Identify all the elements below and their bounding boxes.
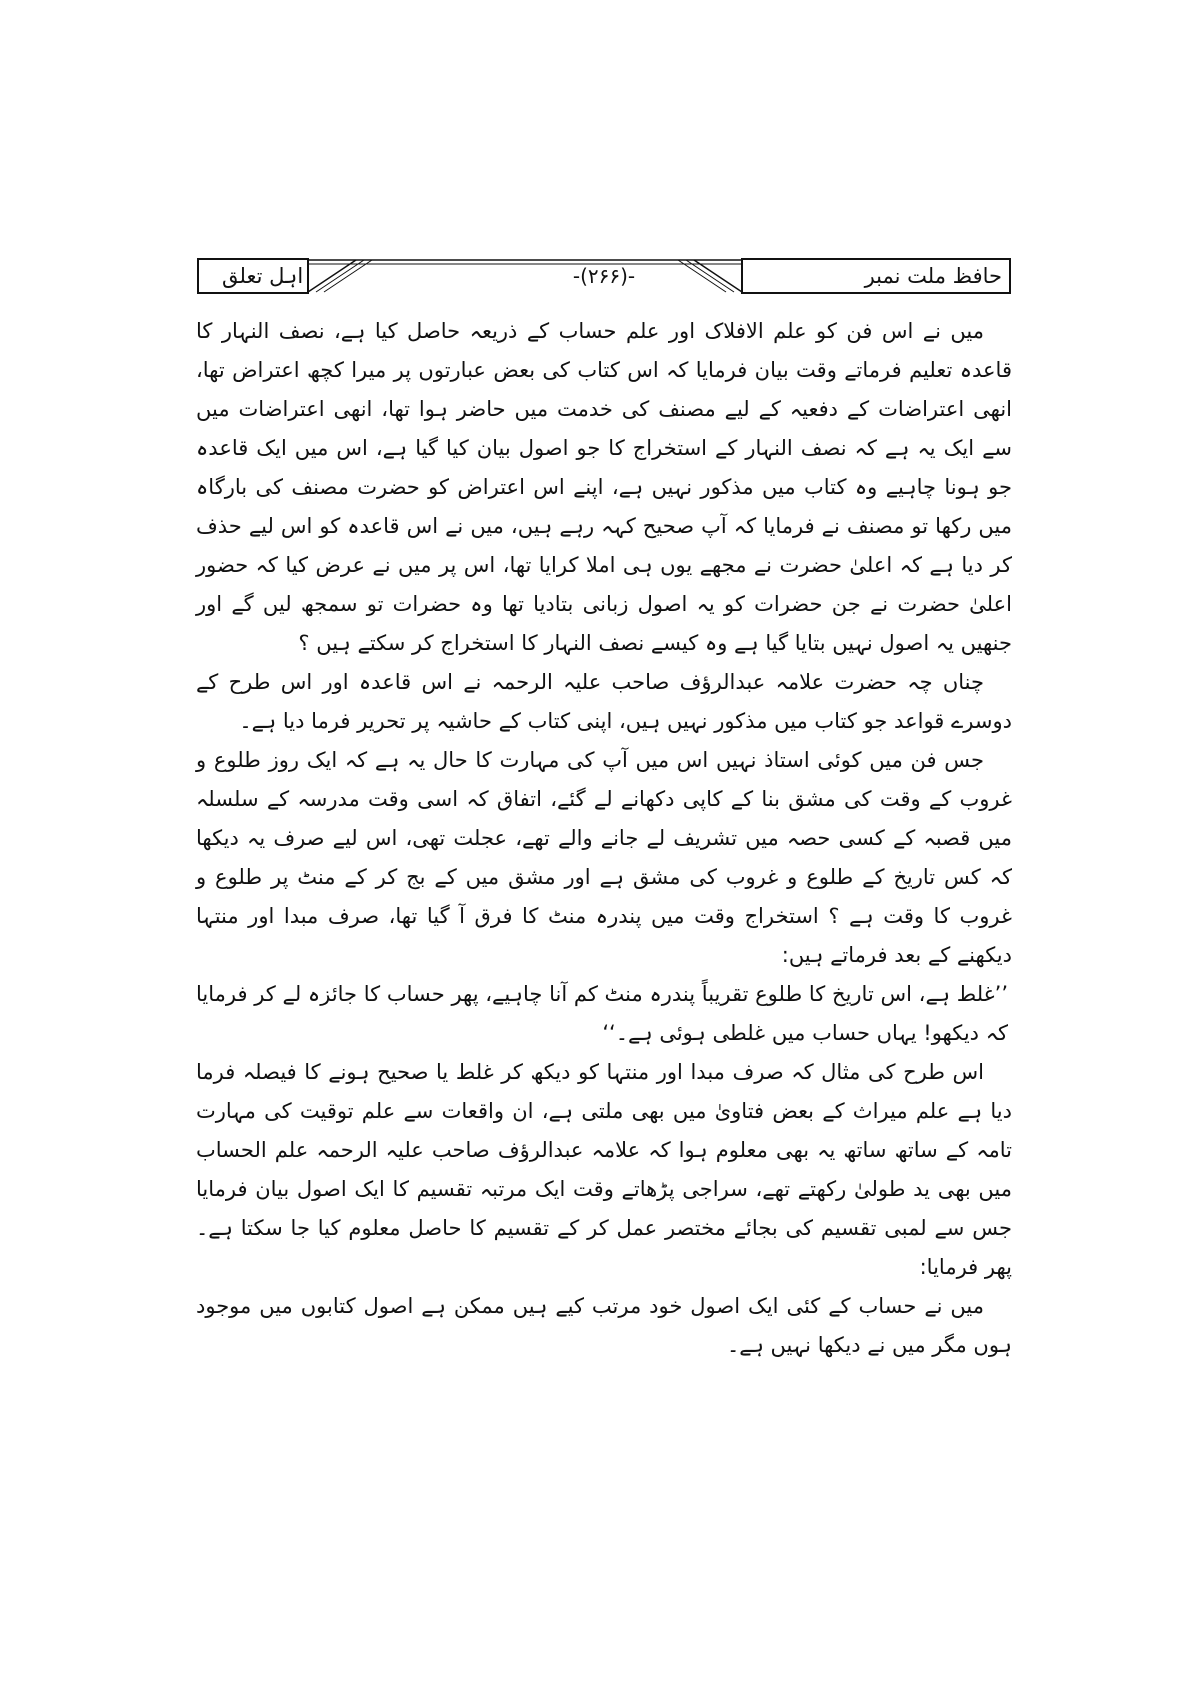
- paragraph-3: جس فن میں کوئی استاذ نہیں اس میں آپ کی مہارت کا حال یہ ہے کہ ایک روز طلوع و غروب کے وقت کی مشق بنا کے کاپی دکھانے لے گئے، اتفاق کہ اسی وقت مدرسہ کے سلسلہ میں قصبہ کے کسی حصہ میں تشریف لے جانے والے تھے، عجلت تھی، اس لیے صرف یہ دیکھا کہ کس تاریخ کے طلوع و غروب کی مشق ہے اور مشق میں کے بج کر کے منٹ پر طلوع و غروب کا وقت ہے ؟ استخراج وقت میں پندرہ منٹ کا فرق آ گیا تھا، صرف مبدا اور منتہا دیکھنے کے بعد فرماتے ہیں:: [196, 748, 1012, 967]
- journal-title: حافظ ملت نمبر: [864, 264, 1002, 288]
- paragraph-1: میں نے اس فن کو علم الافلاک اور علم حساب کے ذریعہ حاصل کیا ہے، نصف النہار کا قاعدہ تعلیم فرماتے وقت بیان فرمایا کہ اس کتاب کی بعض عبارتوں پر میرا کچھ اعتراض تھا، انھی اعتراضات کے دفعیہ کے لیے مصنف کی خدمت میں حاضر ہوا تھا، انھی اعتراضات میں سے ایک یہ ہے کہ نصف النہار کے استخراج کا جو اصول بیان کیا گیا ہے، اس میں ایک قاعدہ جو ہونا چاہیے وہ کتاب میں مذکور نہیں ہے، اپنے اس اعتراض کو حضرت مصنف کی بارگاہ میں رکھا تو مصنف نے فرمایا کہ آپ صحیح کہہ رہے ہیں، میں نے اس قاعدہ کو اس لیے حذف کر دیا ہے کہ اعلیٰ حضرت نے مجھے یوں ہی املا کرایا تھا، اس پر میں نے عرض کیا کہ حضور اعلیٰ حضرت نے جن حضرات کو یہ اصول زبانی بتادیا تھا وہ حضرات تو سمجھ لیں گے اور جنھیں یہ اصول نہیں بتایا گیا ہے وہ کیسے نصف النہار کا استخراج کر سکتے ہیں ؟: [196, 319, 1012, 655]
- paragraph-2: چناں چہ حضرت علامہ عبدالرؤف صاحب علیہ الرحمہ نے اس قاعدہ اور اس طرح کے دوسرے قواعد جو کتاب میں مذکور نہیں ہیں، اپنی کتاب کے حاشیہ پر تحریر فرما دیا ہے۔: [196, 670, 1012, 733]
- quoted-remark: ’’غلط ہے، اس تاریخ کا طلوع تقریباً پندرہ منٹ کم آنا چاہیے، پھر حساب کا جائزہ لے کر فرمایا کہ دیکھو! یہاں حساب میں غلطی ہوئی ہے۔‘‘: [196, 982, 1008, 1045]
- section-title: اہل تعلق: [222, 264, 304, 288]
- page-header: [196, 258, 1012, 294]
- page-number: -(۲۶۶)-: [572, 264, 636, 288]
- paragraph-4: اس طرح کی مثال کہ صرف مبدا اور منتہا کو دیکھ کر غلط یا صحیح ہونے کا فیصلہ فرما دیا ہے علم میراث کے بعض فتاویٰ میں بھی ملتی ہے، ان واقعات سے علم توقیت کی مہارت تامہ کے ساتھ ساتھ یہ بھی معلوم ہوا کہ علامہ عبدالرؤف صاحب علیہ الرحمہ علم الحساب میں بھی ید طولیٰ رکھتے تھے، سراجی پڑھاتے وقت ایک مرتبہ تقسیم کا ایک اصول بیان فرمایا جس سے لمبی تقسیم کی بجائے مختصر عمل کر کے تقسیم کا حاصل معلوم کیا جا سکتا ہے۔ پھر فرمایا:: [196, 1060, 1012, 1279]
- article-body: [196, 312, 1012, 1365]
- paragraph-5: میں نے حساب کے کئی ایک اصول خود مرتب کیے ہیں ممکن ہے اصول کتابوں میں موجود ہوں مگر میں نے دیکھا نہیں ہے۔: [196, 1294, 1012, 1357]
